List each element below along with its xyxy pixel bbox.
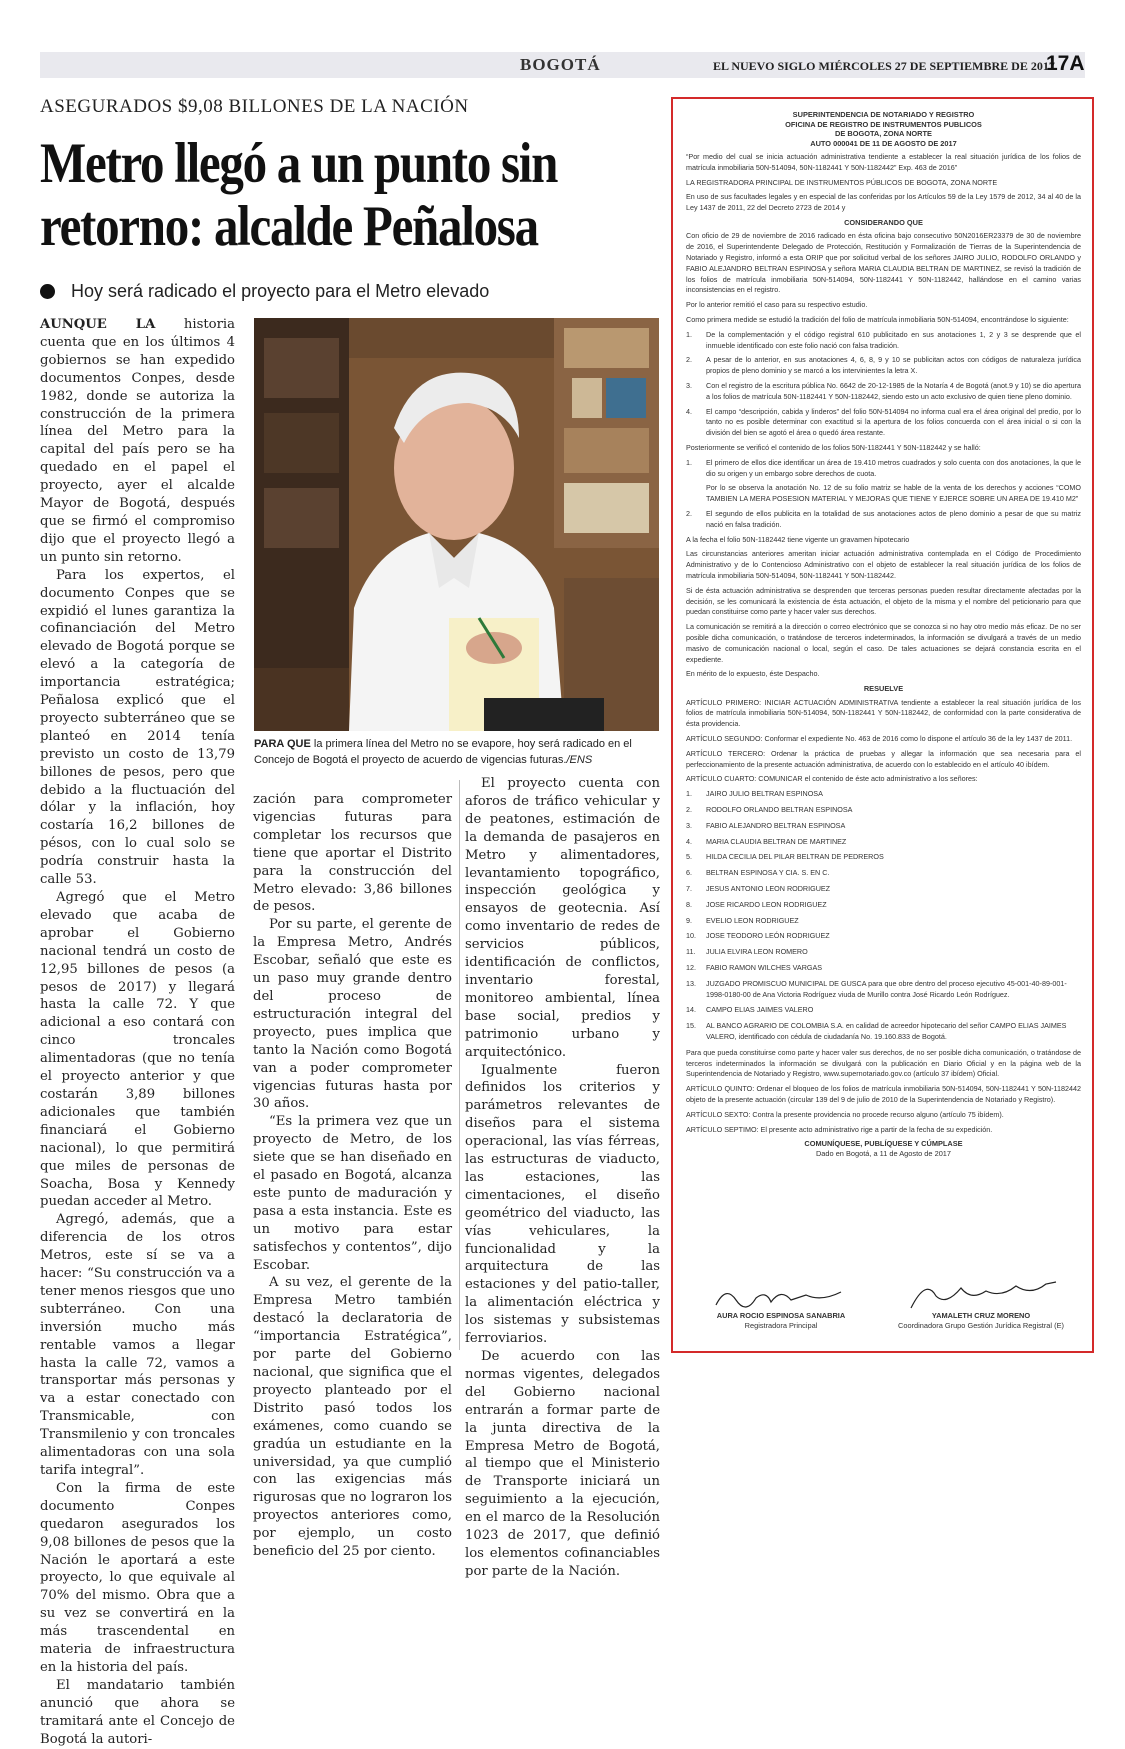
notice-finding: 3. Con el registro de la escritura pública No. 6642 de 20-12-1985 de la Notaría 4 de Bogotá (anot.9 y 10) se dio apertura a los folios de matrícula 50N-1182441 Y 50N-1182442, siendo esto un acto exclusivo de quien tiene pleno dominio. xyxy=(686,381,1081,401)
handwritten-signature xyxy=(906,1276,1066,1312)
headline-line-1: Metro llegó a un punto sin xyxy=(40,132,558,195)
article-kicker: ASEGURADOS $9,08 BILLONES DE LA NACIÓN xyxy=(40,96,469,117)
notice-title-4: AUTO 000041 DE 11 DE AGOSTO DE 2017 xyxy=(810,138,957,148)
notice-name-item: 2. RODOLFO ORLANDO BELTRAN ESPINOSA xyxy=(686,805,853,815)
notice-name-item: 15. AL BANCO AGRARIO DE COLOMBIA S.A. en calidad de acreedor hipotecario del señor CAMPO ELIAS JAIMES VALERO, identificado con cédula de ciudadanía No. 19.160.833 de Bogotá. xyxy=(686,1021,1067,1041)
paragraph: El proyecto cuenta con aforos de tráfico vehicular y de peatones, estimación de la demanda de pasajeros en Metro y alimentadores, levantamiento topográfico, inspección geológica y ensayos de geotecnia. Así como inventario de redes de servicios públicos, identificación de conflictos, inventario forestal, monitoreo ambiental, línea base social, predios y patrimonio urbano y arquitectónico. xyxy=(465,776,660,1060)
caption-lead: PARA QUE xyxy=(254,738,311,750)
notice-paragraph: Si de ésta actuación administrativa se desprenden que terceras personas pueden resultar directamente afectadas por la decisión, se les comunicará la existencia de ésta actuación, el objeto de la misma y el nombre del peticionario para que puedan constituirse como parte y hacer valer sus derechos. xyxy=(686,585,1081,617)
headline xyxy=(40,133,582,258)
notice-paragraph: Las circunstancias anteriores ameritan iniciar actuación administrativa contemplada en el Código de Procedimiento Administrativo y de lo Contencioso Administrativo con el objeto de establecer la real situación jurídica de los folios de matrícula inmobiliaria 50N-514094, 50N-1182441 Y 50N-1182442. xyxy=(686,549,1081,580)
paragraph: Igualmente fueron definidos los criterios y parámetros relevantes de diseños para el sistema operacional, las vías férreas, las estructuras de viaducto, las estaciones, las cimentaciones, el diseño geométrico del viaducto, las vías vehiculares, la funcionalidad y la arquitectura de las estaciones y del patio-taller, la alimentación eléctrica y los sistemas y subsistemas ferroviarios. xyxy=(465,1062,660,1347)
newspaper-dateline: EL NUEVO SIGLO MIÉRCOLES 27 DE SEPTIEMBRE DE 2017 xyxy=(713,59,1055,73)
notice-article: ARTÍCULO QUINTO: Ordenar el bloqueo de los folios de matrícula inmobiliaria 50N-514094, 50N-1182441 Y 50N-1182442 objeto de la presente actuación (circular 139 del 9 de julio de 2010 de la Superintendencia de Notariado y Registro). xyxy=(686,1084,1081,1104)
article-column-1 xyxy=(40,316,235,1749)
notice-name-item: 13. JUZGADO PROMISCUO MUNICIPAL DE GUSCA para que obre dentro del proceso ejecutivo 45-001-40-89-001-1998-0180-00 de Ana Victoria Rodríguez viuda de Murillo contra José Ricardo León Rodríguez. xyxy=(686,978,1067,999)
notice-finding: 2. El segundo de ellos publicita en la totalidad de sus anotaciones actos de pleno dominio a pesar de que su matriz nació en falsa tradición. xyxy=(686,509,1081,529)
notice-article: ARTÍCULO SEGUNDO: Conformar el expediente No. 463 de 2016 como lo dispone el artículo 36 de la ley 1437 de 2011. xyxy=(686,734,1073,744)
notice-intro: “Por medio del cual se inicia actuación administrativa tendiente a establecer la real situación jurídica de los folios de matrícula inmobiliaria 50N-514094, 50N-1182441 Y 50N-1182442” Exp. 463 de 2016” xyxy=(686,152,1081,172)
notice-considering: CONSIDERANDO QUE xyxy=(844,217,923,227)
section-name: BOGOTÁ xyxy=(520,55,601,74)
notice-registrar: LA REGISTRADORA PRINCIPAL DE INSTRUMENTOS PÚBLICOS DE BOGOTA, ZONA NORTE xyxy=(686,177,998,187)
notice-closing: COMUNÍQUESE, PUBLÍQUESE Y CÚMPLASE xyxy=(804,1139,963,1149)
notice-name-item: 6. BELTRAN ESPINOSA Y CIA. S. EN C. xyxy=(686,868,830,878)
notice-article: ARTÍCULO CUARTO: COMUNICAR el contenido de éste acto administrativo a los señores: xyxy=(686,774,978,784)
notice-finding: 1. El primero de ellos dice identificar un área de 19.410 metros cuadrados y solo cuenta con dos anotaciones, la que le dio su origen y un embargo sobre derechos de cuota. xyxy=(686,457,1081,478)
notice-paragraph: Por lo anterior remitió el caso para su respectivo estudio. xyxy=(686,300,868,310)
notice-finding: 1. De la complementación y el código registral 610 publicitado en sus anotaciones 1, 2 y 3 se desprende que el inmueble identificado con este folio nació con falsa tradición. xyxy=(686,329,1081,350)
notice-paragraph: Posteriormente se verificó el contenido de los folios 50N-1182441 Y 50N-1182442 y se halló: xyxy=(686,443,981,453)
notice-name-item: 5. HILDA CECILIA DEL PILAR BELTRAN DE PEDREROS xyxy=(686,852,884,862)
signatory-role: Coordinadora Grupo Gestión Jurídica Registral (E) xyxy=(898,1321,1064,1330)
caption-text: la primera línea del Metro no se evapore, hoy será radicado en el Concejo de Bogotá el proyecto de acuerdo de vigencias futuras. xyxy=(254,738,632,766)
notice-paragraph: En mérito de lo expuesto, éste Despacho. xyxy=(686,669,820,679)
notice-name-item: 7. JESUS ANTONIO LEON RODRIGUEZ xyxy=(686,884,831,894)
notice-finding: 2. A pesar de lo anterior, en sus anotaciones 4, 6, 8, 9 y 10 se publicitan actos con códigos de naturaleza jurídica propios de pleno dominio y se marcó a los intervinientes la letra X. xyxy=(686,355,1081,376)
notice-title-1: SUPERINTENDENCIA DE NOTARIADO Y REGISTRO xyxy=(792,110,975,119)
signature-1 xyxy=(686,1276,876,1346)
notice-article: ARTÍCULO SEXTO: Contra la presente providencia no procede recurso alguno (artículo 75 ibídem). xyxy=(686,1109,1004,1119)
signatory-name: YAMALETH CRUZ MORENO xyxy=(931,1311,1031,1320)
notice-dated: Dado en Bogotá, a 11 de Agosto de 2017 xyxy=(815,1148,952,1158)
notice-article: ARTÍCULO SEPTIMO: El presente acto administrativo rige a partir de la fecha de su expedición. xyxy=(686,1124,993,1134)
notice-name-item: 3. FABIO ALEJANDRO BELTRAN ESPINOSA xyxy=(686,820,846,830)
paragraph: Con la firma de este documento Conpes quedaron asegurados los 9,08 billones de pesos que la Nación le aportará a este proyecto, lo que equivale al 70% del mismo. Obra que a su vez se convertirá en la más trascendental en materia de infraestructura en la historia del país. xyxy=(40,1480,235,1675)
photo-caption xyxy=(254,736,659,768)
notice-name-item: 9. EVELIO LEON RODRIGUEZ xyxy=(686,915,799,925)
notice-title-2: OFICINA DE REGISTRO DE INSTRUMENTOS PUBLICOS xyxy=(785,119,982,129)
article-column-3 xyxy=(465,775,660,1581)
notice-name-item: 11. JULIA ELVIRA LEON ROMERO xyxy=(686,947,808,957)
signatory-name: AURA ROCIO ESPINOSA SANABRIA xyxy=(716,1311,846,1320)
notice-finding: 4. El campo “descripción, cabida y linderos” del folio 50N-514094 no informa cual era el área original del predio, por lo tanto no es posible determinar con exactitud si la apertura de los folios concuerda con el área inicial o si con la división del bien se agotó el área o quedó área restante. xyxy=(686,406,1081,438)
paragraph: Agregó que el Metro elevado que acaba de aprobar el Gobierno nacional tendrá un costo de 12,95 billones de pesos (a pesos de 2017) y llegará hasta la calle 72. Y que adicional a eso contará con cinco troncales alimentadoras (que no tenía el proyecto anterior y que costarán 3,89 billones adicionales que también financiará el Gobierno nacional), lo que permitirá que miles de personas de Soacha, Bosa y Kennedy puedan acceder al Metro. xyxy=(40,890,235,1210)
lead-caps: AUNQUE LA xyxy=(40,317,156,332)
paragraph: Para los expertos, el documento Conpes que se expidió el lunes garantiza la cofinanciación del Metro elevado de Bogotá porque se elevó a la categoría de importancia estratégica; Peñalosa explicó que el proyecto subterráneo que se planteó en 2014 tenía previsto un costo de 13,79 billones de pesos, pero que debido a la fluctuación del dólar y la inflación, hoy costaría 16,2 billones de pésos, con lo cual solo se podría construir hasta la calle 53. xyxy=(40,567,235,888)
headline-line-2: retorno: alcalde Peñalosa xyxy=(40,194,538,258)
notice-name-list xyxy=(686,789,1081,1043)
notice-paragraph: A la fecha el folio 50N-1182442 tiene vigente un gravamen hipotecario xyxy=(686,534,910,544)
signature-2 xyxy=(886,1276,1076,1346)
handwritten-signature xyxy=(711,1280,851,1314)
subheadline-text: Hoy será radicado el proyecto para el Metro elevado xyxy=(71,281,490,301)
notice-name-item: 1. JAIRO JULIO BELTRAN ESPINOSA xyxy=(686,789,823,799)
article-photo xyxy=(254,318,659,731)
notice-paragraph: La comunicación se remitirá a la dirección o correo electrónico que se conozca si no hay otro medio más eficaz. De no ser posible dicha comunicación, o tratándose de terceros indeterminados, la información se divulgará a través de un medio masivo de comunicación nacional o local, según el caso. De tales actuaciones se dejará constancia escrita en el expediente. xyxy=(686,622,1081,664)
paragraph: “Es la primera vez que un proyecto de Metro, de los siete que se han diseñado en el pasado en Bogotá, alcanza este punto de maduración y pasa a esta instancia. Este es un motivo para estar satisfechos y contentos”, dijo Escobar. xyxy=(253,1114,452,1273)
notice-resolve: RESUELVE xyxy=(863,684,904,694)
notice-powers: En uso de sus facultades legales y en especial de las conferidas por los Artículos 59 de la Ley 1579 de 2012, 34 al 40 de la Ley 1437 de 2011, 22 del Decreto 2723 de 2014 y xyxy=(686,192,1081,213)
notice-paragraph: Con oficio de 29 de noviembre de 2016 radicado en ésta oficina bajo consecutivo 50N2016ER23379 de 30 de noviembre de 2016, el Superintendente Delegado de Protección, Restitución y Formalización de Tierras de la Superintendencia de Notariado y Registro, informó a esta ORIP que por solicitud verbal de los señores JAIRO JULIO, RODOLFO ORLANDO y FABIO ALEJANDRO BELTRAN ESPINOSA y señora MARIA CLAUDIA BELTRAN DE MARTINEZ, se revisó la tradición de los folios de matrícula inmobiliaria 50N-514094, 50N-1182441 Y 50N-1182442, hallándose en el camino varias inconsistencias en el registro. xyxy=(686,231,1081,295)
photo-credit: /ENS xyxy=(566,754,593,766)
paragraph-text: historia cuenta que en los últimos 4 gobiernos se han expedido documentos Conpes, desde 1982, donde se autoriza la construcción de la primera línea del Metro para la capital del país pero se ha quedado en el papel el proyecto, ayer el alcalde Mayor de Bogotá, después que se firmó el compromiso dijo que el proyecto llegó a un punto sin retorno. xyxy=(40,317,235,565)
paragraph: De acuerdo con las normas vigentes, delegados del Gobierno nacional entrarán a formar parte de la junta directiva de la Empresa Metro de Bogotá, al tiempo que el Ministerio de Transporte iniciará un seguimiento a la ejecución, en el marco de la Resolución 1023 de 2017, que definió los elementos cofinanciables por parte de la Nación. xyxy=(465,1349,660,1579)
notice-paragraph: Como primera medide se estudió la tradición del folio de matrícula inmobiliaria 50N-514094, encontrándose lo siguiente: xyxy=(686,315,1069,325)
notice-name-item: 4. MARIA CLAUDIA BELTRAN DE MARTINEZ xyxy=(686,836,847,846)
paragraph xyxy=(40,316,235,567)
article-column-2 xyxy=(253,791,452,1561)
paragraph: zación para comprometer vigencias futuras para completar los recursos que tiene que aportar el Distrito para la construcción del Metro elevado: 3,86 billones de pesos. xyxy=(253,792,452,915)
paragraph: A su vez, el gerente de la Empresa Metro también destacó la declaratoria de “importancia Estratégica”, por parte del Gobierno nacional, que significa que el proyecto planteado por el Distrito pasó todos los exámenes, como cuando se gradúa un estudiante en la universidad, ya que cumplió con las exigencias más rigurosas que no lograron los proyectos anteriores como, por ejemplo, un costo beneficio del 25 por ciento. xyxy=(253,1275,452,1560)
paragraph: El mandatario también anunció que ahora se tramitará ante el Concejo de Bogotá la autori- xyxy=(40,1677,235,1747)
notice-name-item: 8. JOSE RICARDO LEON RODRIGUEZ xyxy=(686,899,827,909)
paragraph: Agregó, además, que a diferencia de los otros Metros, este sí se va a hacer: “Su construcción va a tener menos riesgos que uno subterráneo. Con una inversión mucho más rentable vamos a llegar hasta la calle 72, vamos a transportar más personas y va a estar conectado con Transmicable, con Transmilenio y con troncales alimentadoras con una sola tarifa integral”. xyxy=(40,1212,235,1478)
subheadline xyxy=(40,281,489,302)
notice-paragraph: Para que pueda constituirse como parte y hacer valer sus derechos, de no ser posible dicha comunicación, o tratándose de terceros indeterminados la información se divulgará con la publicación en Diario Oficial y en la página web de la Superintendencia de Notariado y Registro, www.supernotariado.gov.co (artículo 37 ibídem) Oficial. xyxy=(686,1047,1081,1079)
notice-article: ARTÍCULO TERCERO: Ordenar la práctica de pruebas y allegar la información que sea necesaria para el perfeccionamiento de la presente actuación administrativa, de acuerdo con lo establecido en el artículo 40 ibídem. xyxy=(686,748,1081,769)
paragraph: Por su parte, el gerente de la Empresa Metro, Andrés Escobar, señaló que este es un paso muy grande dentro del proceso de estructuración integral del proyecto, pues implica que tanto la Nación como Bogotá van a poder comprometer vigencias futuras hasta por 30 años. xyxy=(253,917,452,1112)
bullet-icon xyxy=(40,284,55,299)
notice-name-item: 10. JOSE TEODORO LEÓN RODRIGUEZ xyxy=(686,931,830,941)
notice-title-3: DE BOGOTA, ZONA NORTE xyxy=(835,129,932,138)
column-divider xyxy=(459,780,460,1350)
legal-notice-body xyxy=(686,110,1081,1158)
notice-finding: Por lo se observa la anotación No. 12 de su folio matriz se hable de la venta de los derechos y acciones “COMO TAMBIEN LA MERA POSESION MATERIAL Y MEJORAS QUE TIENE Y EJERCE SOBRE UN AREA DE 19.410 M2” xyxy=(706,483,1081,504)
notice-name-item: 14. CAMPO ELIAS JAIMES VALERO xyxy=(686,1005,814,1015)
notice-article: ARTÍCULO PRIMERO: INICIAR ACTUACIÓN ADMINISTRATIVA tendiente a establecer la real situación jurídica de los folios de matrícula inmobiliaria 50N-514094, 50N-1182441 Y 50N-1182442, de conformidad con la parte considerativa de ésta providencia. xyxy=(686,697,1081,729)
photo-illustration xyxy=(254,318,659,731)
signatory-role: Registradora Principal xyxy=(744,1321,818,1330)
signature-block xyxy=(686,1276,1081,1346)
notice-name-item: 12. FABIO RAMON WILCHES VARGAS xyxy=(686,963,823,973)
page-number: 17A xyxy=(1046,52,1085,75)
